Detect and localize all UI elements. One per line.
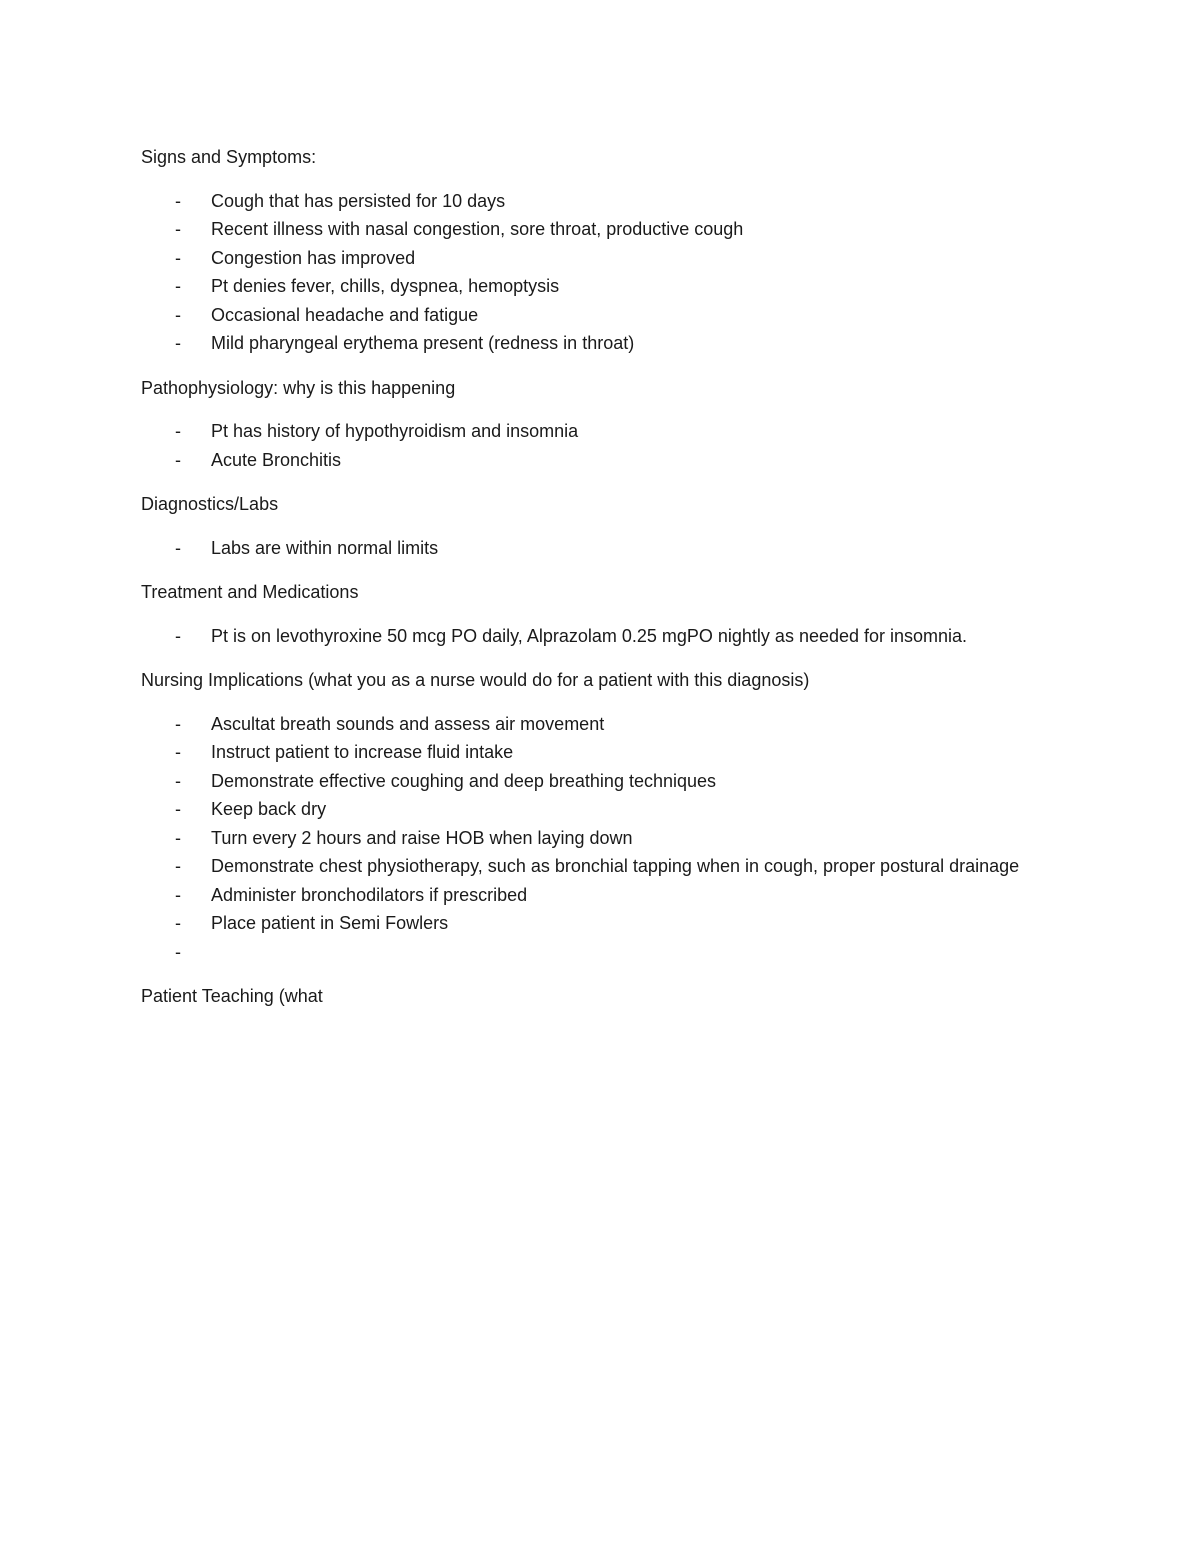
bullet-dash: - xyxy=(175,799,181,819)
list-item-text: Demonstrate effective coughing and deep breathing techniques xyxy=(211,770,717,791)
bullet-dash: - xyxy=(175,190,181,211)
list-item xyxy=(141,767,1041,796)
list-item xyxy=(141,824,1041,853)
bullet-dash: - xyxy=(175,333,181,353)
bullet-dash: - xyxy=(175,713,181,734)
list-item xyxy=(141,738,1041,767)
bullet-list xyxy=(141,417,1041,474)
bullet-dash: - xyxy=(175,856,181,876)
bullet-dash: - xyxy=(175,421,181,441)
bullet-dash: - xyxy=(175,625,181,646)
list-item xyxy=(141,710,1041,739)
section-heading: Signs and Symptoms: xyxy=(141,147,317,167)
bullet-list xyxy=(141,710,1041,967)
bullet-dash: - xyxy=(175,742,181,762)
bullet-dash: - xyxy=(175,770,181,791)
list-item-text: Place patient in Semi Fowlers xyxy=(211,913,449,933)
list-item-text: Pt has history of hypothyroidism and insomnia xyxy=(211,421,579,441)
bullet-dash: - xyxy=(175,913,181,933)
bullet-dash: - xyxy=(175,247,181,268)
list-item xyxy=(141,881,1041,910)
bullet-list xyxy=(141,187,1041,358)
list-item-text: Instruct patient to increase fluid intake xyxy=(211,742,514,762)
list-item xyxy=(141,795,1041,824)
section-heading: Treatment and Medications xyxy=(141,582,359,602)
section-heading: Pathophysiology: why is this happening xyxy=(141,377,456,398)
list-item xyxy=(141,417,1041,446)
bullet-list xyxy=(141,534,1041,563)
bullet-dash: - xyxy=(175,219,181,239)
bullet-dash: - xyxy=(175,449,181,470)
list-item xyxy=(141,852,1041,881)
list-item xyxy=(141,329,1041,358)
list-item xyxy=(141,187,1041,216)
bullet-dash: - xyxy=(175,276,181,296)
bullet-dash: - xyxy=(175,827,181,848)
list-item-text: Labs are within normal limits xyxy=(211,537,439,558)
list-item-text: Turn every 2 hours and raise HOB when laying down xyxy=(211,827,633,848)
list-item xyxy=(141,272,1041,301)
list-item-text: Acute Bronchitis xyxy=(211,449,342,470)
list-item-text: Keep back dry xyxy=(211,799,327,819)
list-item xyxy=(141,244,1041,273)
list-item-text: Mild pharyngeal erythema present (redness in throat) xyxy=(211,333,635,353)
list-item xyxy=(141,301,1041,330)
section-heading: Nursing Implications (what you as a nurse would do for a patient with this diagnosis) xyxy=(141,670,810,690)
bullet-dash: - xyxy=(175,537,181,558)
list-item xyxy=(141,622,1041,651)
list-item-text: Pt denies fever, chills, dyspnea, hemoptysis xyxy=(211,276,560,296)
list-item xyxy=(141,534,1041,563)
list-item-text: Pt is on levothyroxine 50 mcg PO daily, Alprazolam 0.25 mgPO nightly as needed for insomnia. xyxy=(211,625,968,646)
bullet-list xyxy=(141,622,1041,651)
list-item xyxy=(141,938,1041,967)
list-item xyxy=(141,446,1041,475)
list-item-text: Recent illness with nasal congestion, sore throat, productive cough xyxy=(211,219,744,239)
bullet-dash: - xyxy=(175,884,181,905)
list-item xyxy=(141,909,1041,938)
list-item-text: Demonstrate chest physiotherapy, such as bronchial tapping when in cough, proper postural drainage xyxy=(211,856,1020,876)
list-item-text xyxy=(211,938,1021,967)
list-item-text: Congestion has improved xyxy=(211,247,416,268)
section-heading: Diagnostics/Labs xyxy=(141,494,279,514)
list-item-text: Occasional headache and fatigue xyxy=(211,304,479,325)
bullet-dash: - xyxy=(175,941,181,962)
list-item-text: Administer bronchodilators if prescribed xyxy=(211,884,528,905)
document-body xyxy=(141,143,1041,1011)
list-item-text: Cough that has persisted for 10 days xyxy=(211,190,506,211)
list-item-text: Ascultat breath sounds and assess air movement xyxy=(211,713,605,734)
section-heading: Patient Teaching (what xyxy=(141,986,323,1006)
bullet-dash: - xyxy=(175,304,181,325)
list-item xyxy=(141,215,1041,244)
